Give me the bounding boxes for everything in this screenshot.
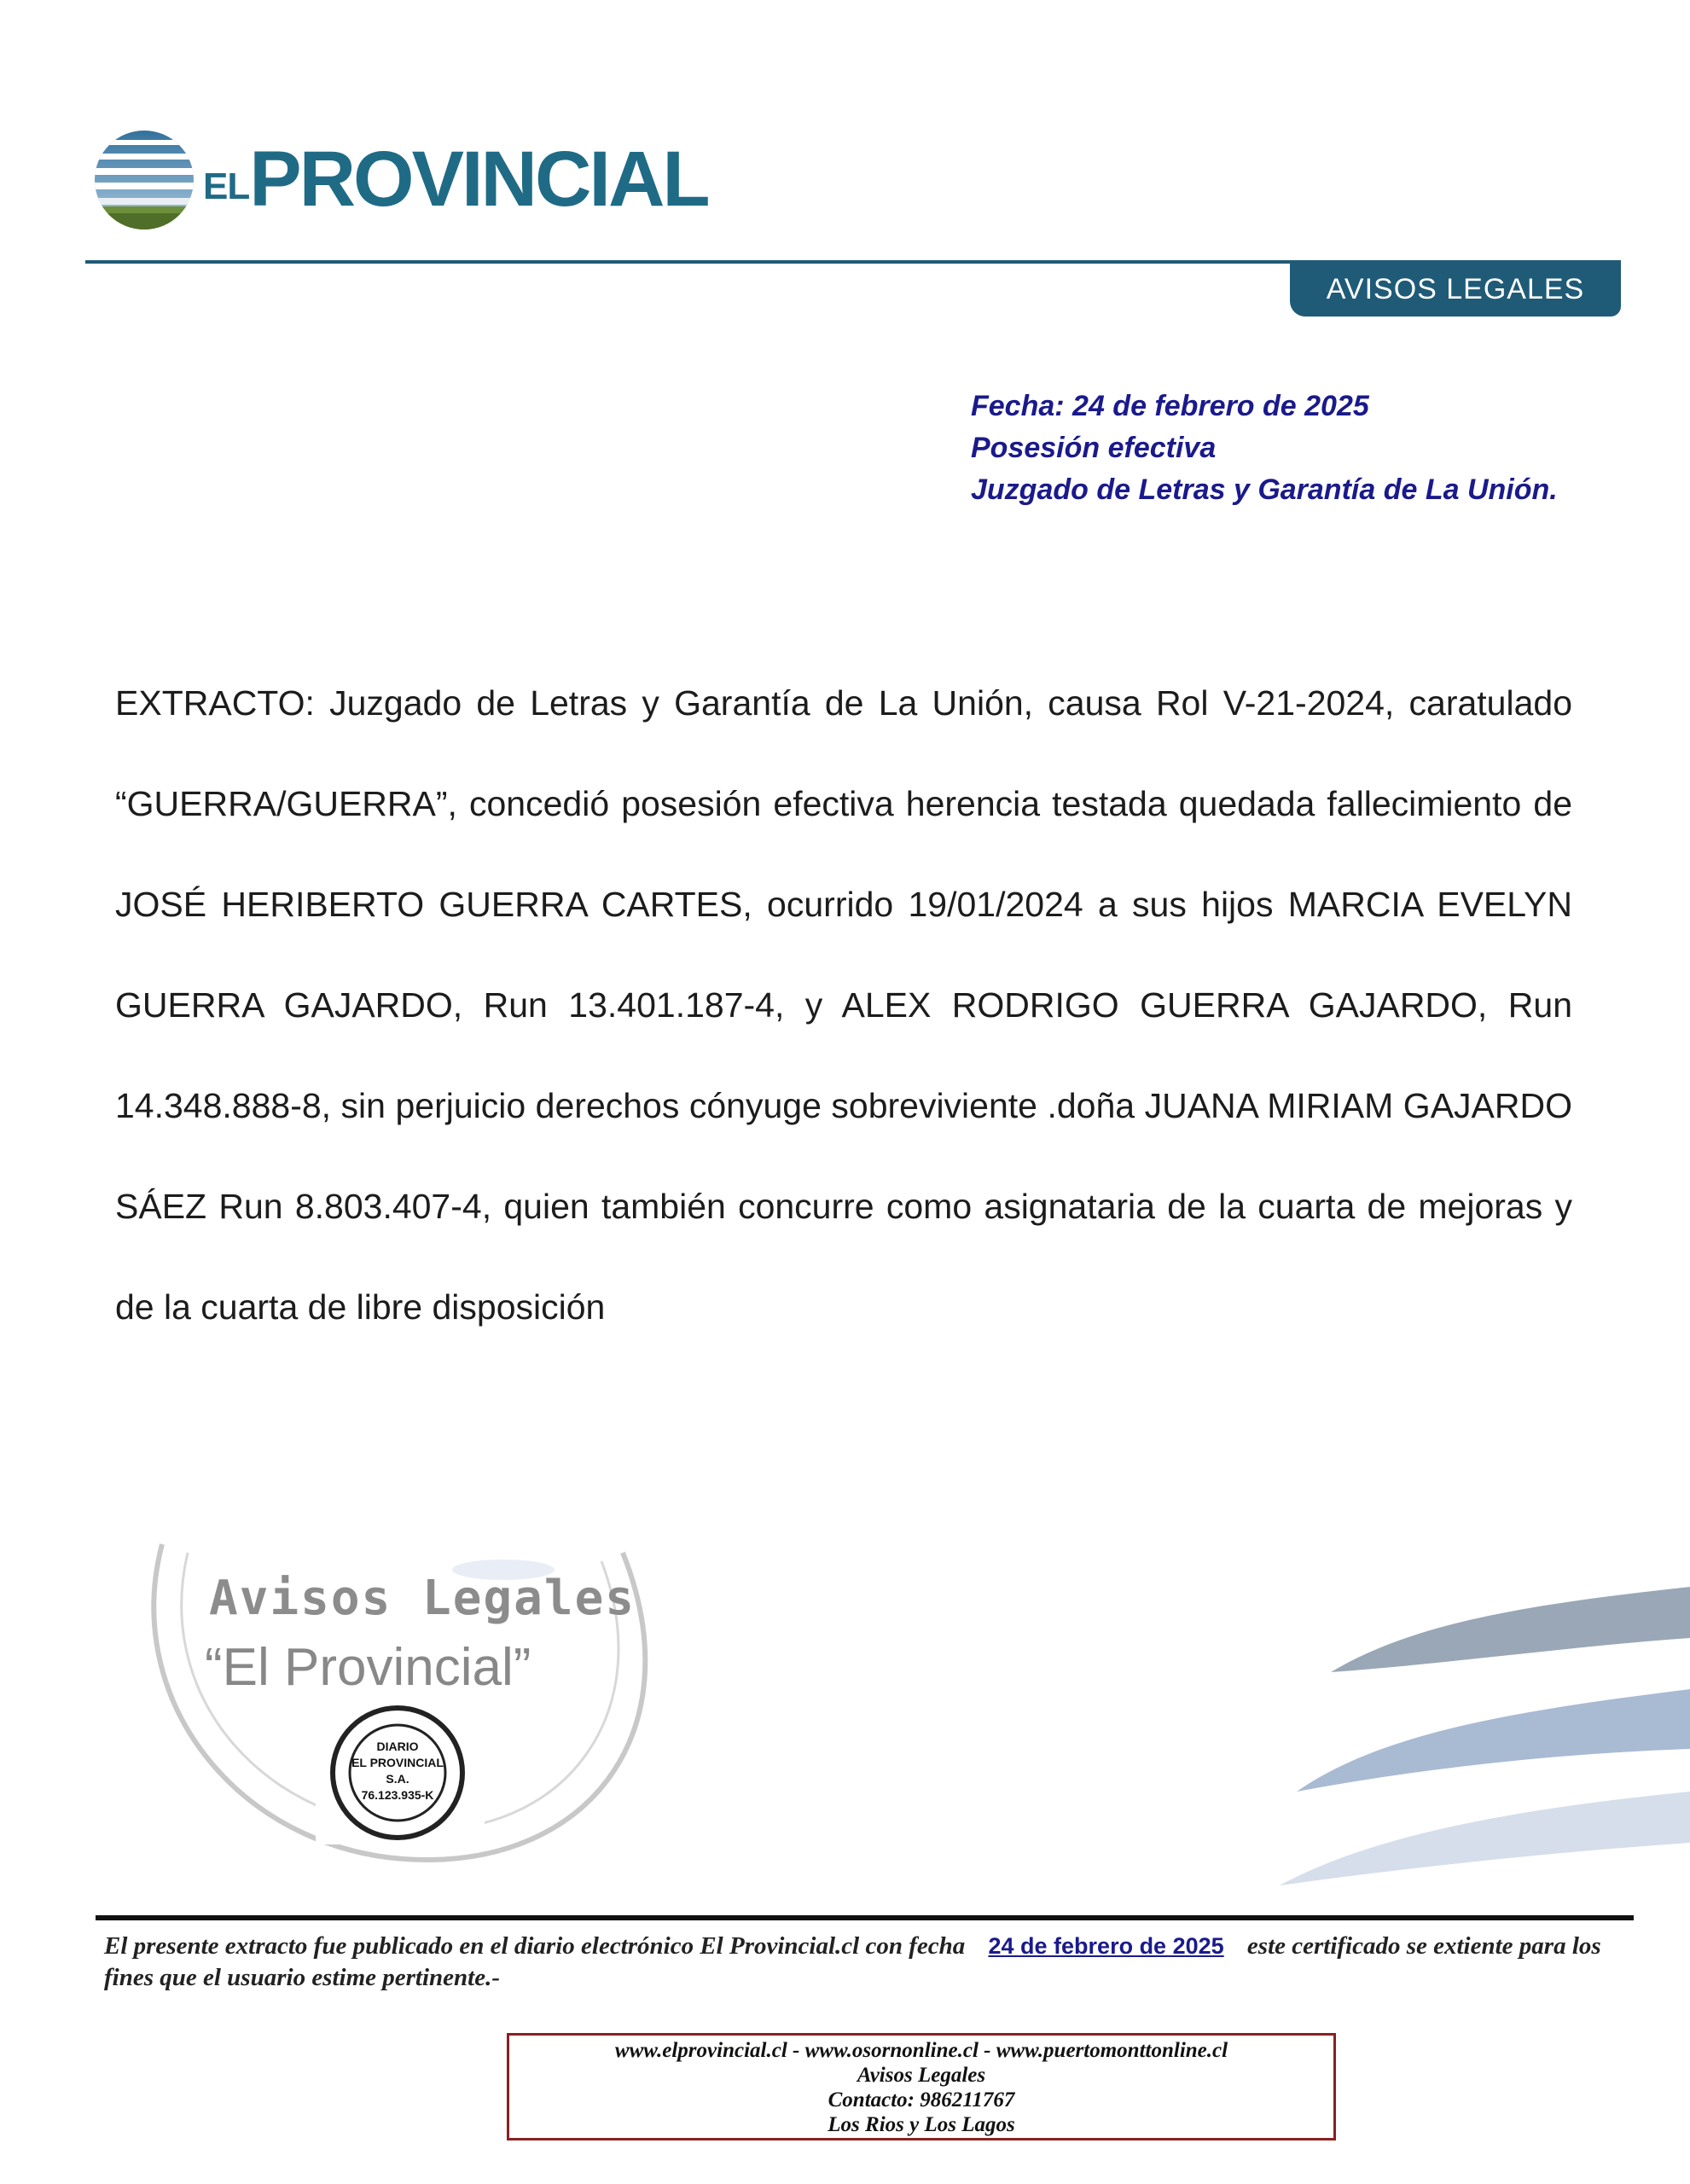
extract-body: EXTRACTO: Juzgado de Letras y Garantía de La Unión, causa Rol V-21-2024, caratulado “GUERRA/GUERRA”, concedió posesión efectiva herencia testada quedada fallecimiento de JOSÉ HERIBERTO GUERRA CARTES, ocurrido 19/01/2024 a sus hijos MARCIA EVELYN GUERRA GAJARDO, Run 13.401.187-4, y ALEX RODRIGO GUERRA GAJARDO, Run 14.348.888-8, sin perjuicio derechos cónyuge sobreviviente .doña JUANA MIRIAM GAJARDO SÁEZ Run 8.803.407-4, quien también concurre como asignataria de la cuarta de mejoras y de la cuarta de libre disposición	[115, 683, 1572, 1327]
cert-text-before: El presente extracto fue publicado en el diario electrónico El Provincial.cl con fecha	[104, 1932, 966, 1960]
cert-date: 24 de febrero de 2025	[988, 1933, 1224, 1959]
seal-line-4: 76.123.935-K	[361, 1788, 434, 1802]
notice-court: Juzgado de Letras y Garantía de La Unión.	[971, 473, 1558, 506]
seal-line-3: S.A.	[386, 1772, 409, 1786]
notice-date: Fecha: 24 de febrero de 2025	[971, 390, 1369, 422]
contact-region: Los Rios y Los Lagos	[828, 2113, 1015, 2136]
logo-name: PROVINCIAL	[249, 136, 708, 223]
logo-globe-icon	[92, 128, 196, 232]
section-badge: AVISOS LEGALES	[1290, 262, 1621, 317]
stamp-subtitle: “El Provincial”	[205, 1638, 531, 1697]
contact-box	[507, 2033, 1336, 2140]
footer-rule	[96, 1915, 1634, 1920]
logo-wordmark	[203, 135, 708, 224]
legal-notices-stamp	[145, 1536, 674, 1894]
logo-prefix: EL	[203, 166, 250, 207]
notice-subject: Posesión efectiva	[971, 432, 1217, 464]
contact-section: Avisos Legales	[857, 2064, 986, 2087]
notice-meta	[971, 386, 1558, 511]
decorative-swoosh	[1263, 1536, 1690, 1928]
cert-text-after: este certificado se extiente para los fines que el usuario estime pertinente.-	[104, 1932, 1601, 1991]
stamp-title: Avisos Legales	[209, 1571, 636, 1626]
seal-line-2: EL PROVINCIAL	[351, 1756, 444, 1769]
contact-phone: Contacto: 986211767	[828, 2088, 1015, 2111]
publication-certificate	[104, 1931, 1640, 1994]
contact-websites: www.elprovincial.cl - www.osornonline.cl - www.puertomonttonline.cl	[614, 2039, 1228, 2062]
seal-line-1: DIARIO	[376, 1740, 419, 1753]
